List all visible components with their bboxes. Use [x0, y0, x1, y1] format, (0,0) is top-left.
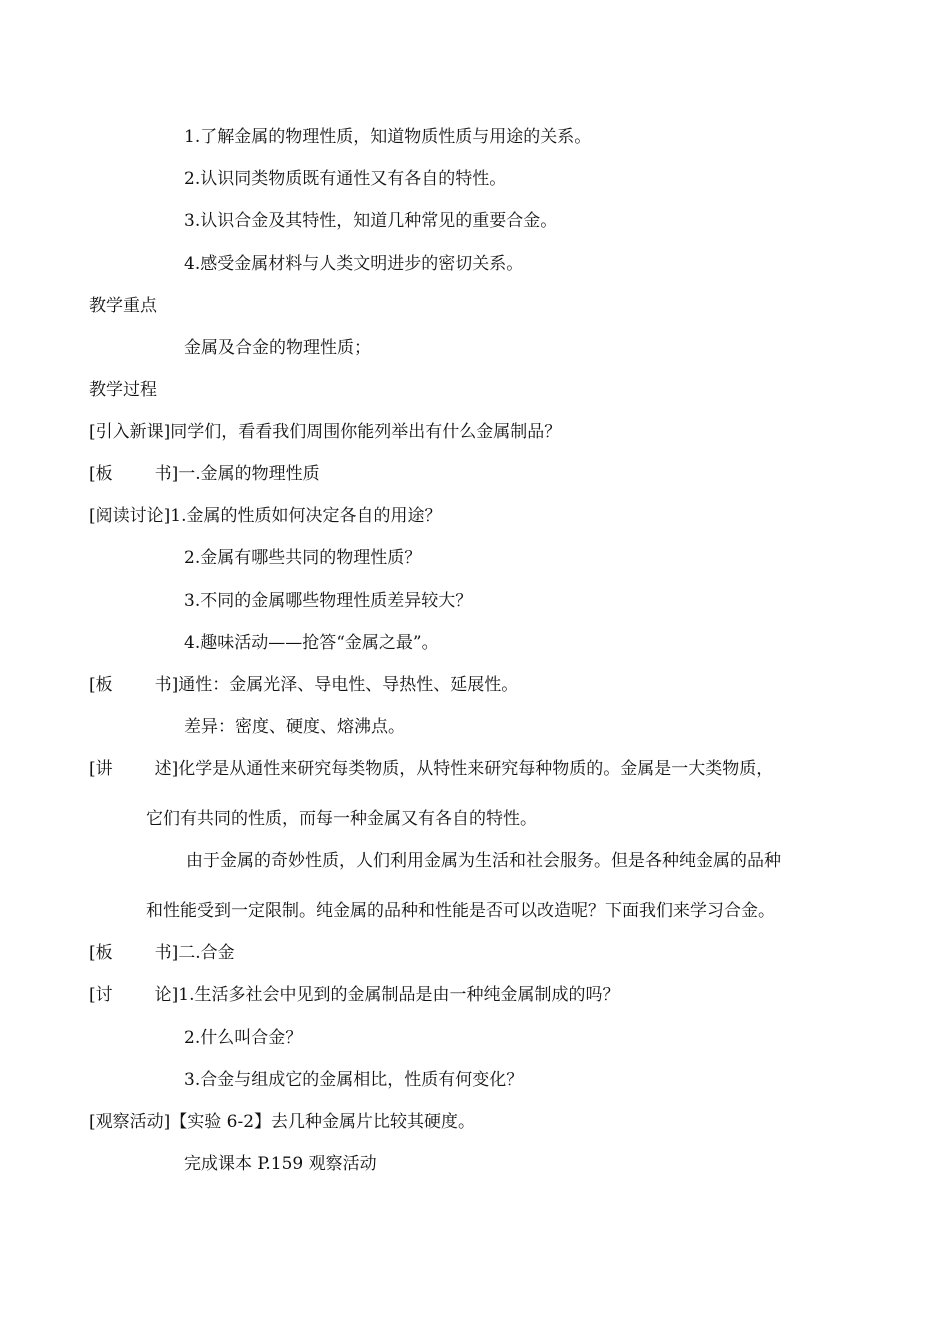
objective-1: 1.了解金属的物理性质，知道物质性质与用途的关系。	[184, 127, 592, 147]
section-heading-process: 教学过程	[89, 380, 157, 400]
discuss-q3: 3.合金与组成它的金属相比，性质有何变化？	[184, 1070, 524, 1090]
intro-line: [引入新课]同学们，看看我们周围你能列举出有什么金属制品？	[89, 422, 562, 442]
observe-tag: [观察活动]	[89, 1112, 171, 1132]
observe-text: 【实验 6-2】去几种金属片比较其硬度。	[170, 1112, 476, 1132]
observe-text2: 完成课本 P.159 观察活动	[184, 1154, 377, 1174]
reading-q1: 1.金属的性质如何决定各自的用途？	[170, 506, 442, 526]
board-1-line	[89, 463, 320, 485]
reading-q3: 3.不同的金属哪些物理性质差异较大？	[184, 591, 473, 611]
lecture-line-4: 和性能受到一定限制。纯金属的品种和性能是否可以改造呢？下面我们来学习合金。	[146, 901, 775, 921]
discuss-line	[89, 984, 620, 1006]
objective-4: 4.感受金属材料与人类文明进步的密切关系。	[184, 254, 524, 274]
board-1-text: 一.金属的物理性质	[178, 464, 320, 484]
objective-3: 3.认识合金及其特性，知道几种常见的重要合金。	[184, 211, 558, 231]
observe-line	[89, 1111, 475, 1133]
lecture-tag: [讲 述]	[89, 759, 179, 779]
board-tag: [板 书]	[89, 675, 179, 695]
reading-q2: 2.金属有哪些共同的物理性质？	[184, 548, 422, 568]
board-tag: [板 书]	[89, 943, 179, 963]
objective-2: 2.认识同类物质既有通性又有各自的特性。	[184, 169, 507, 189]
lecture-line-3: 由于金属的奇妙性质，人们利用金属为生活和社会服务。但是各种纯金属的品种	[186, 851, 781, 871]
lecture-line-1	[89, 758, 773, 780]
board-2-text: 通性：金属光泽、导电性、导热性、延展性。	[178, 675, 519, 695]
lecture-line-2: 它们有共同的性质，而每一种金属又有各自的特性。	[146, 809, 537, 829]
focus-text: 金属及合金的物理性质；	[184, 338, 371, 358]
reading-line	[89, 505, 442, 527]
discuss-q2: 2.什么叫合金？	[184, 1028, 303, 1048]
board-3-line	[89, 942, 235, 964]
board-3-text: 二.合金	[178, 943, 235, 963]
discuss-q1: 1.生活多社会中见到的金属制品是由一种纯金属制成的吗？	[178, 985, 620, 1005]
board-2-line	[89, 674, 518, 696]
reading-q4: 4.趣味活动——抢答“金属之最”。	[184, 633, 439, 653]
board-2-text2: 差异：密度、硬度、熔沸点。	[184, 717, 405, 737]
reading-tag: [阅读讨论]	[89, 506, 171, 526]
lecture-text-1: 化学是从通性来研究每类物质，从特性来研究每种物质的。金属是一大类物质，	[178, 759, 774, 779]
board-tag: [板 书]	[89, 464, 179, 484]
section-heading-focus: 教学重点	[89, 296, 157, 316]
discuss-tag: [讨 论]	[89, 985, 179, 1005]
